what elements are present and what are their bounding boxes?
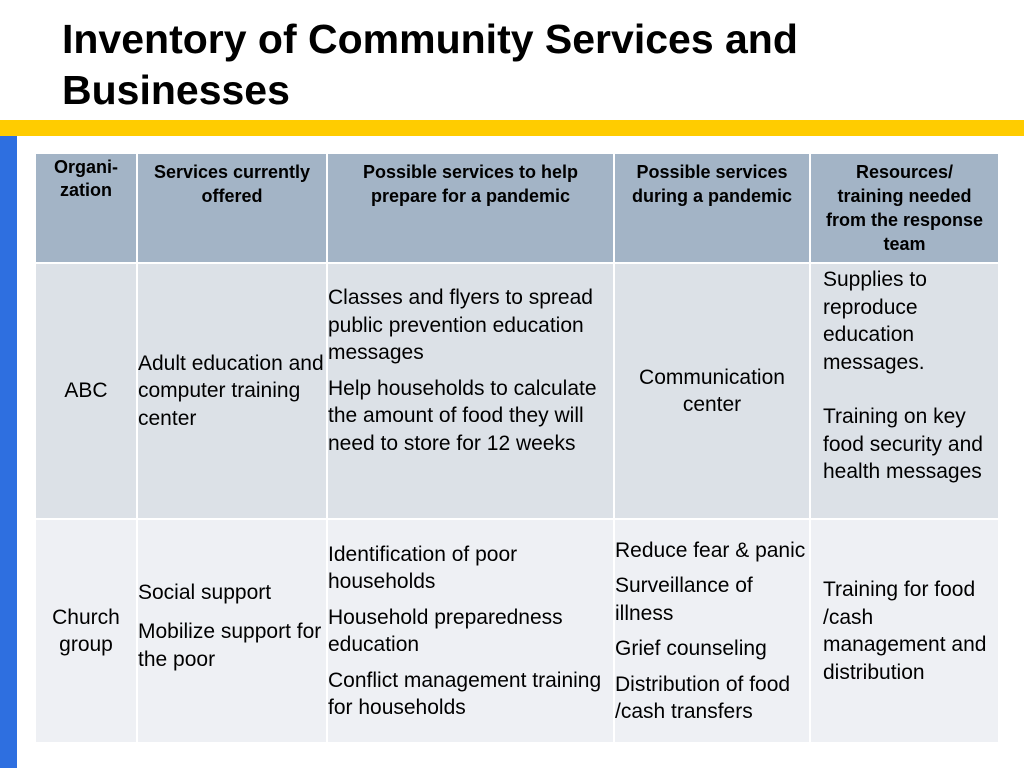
during-services-item: Communication center [639,365,785,416]
during-services-cell [614,519,810,743]
resources-item: Training for food /cash management and distribution [823,578,987,684]
table-header-row [35,153,999,263]
prepare-services-item: Conflict management training for households [328,668,602,719]
header-organization [35,153,137,263]
prepare-services-item: Household preparedness education [328,605,563,656]
prepare-services-cell [327,519,614,743]
services-offered-item: Mobilize support for the poor [138,620,322,671]
organization-cell: ABC [35,263,137,519]
resources-item: Training on key food security and health messages [823,405,983,483]
prepare-services-item: Identification of poor households [328,542,518,593]
organization-cell: Church group [35,519,137,743]
header-prepare-services: Possible services to help prepare for a pandemic [327,153,614,263]
resources-cell [810,263,999,519]
table-row [35,519,999,743]
resources-cell [810,519,999,743]
blue-accent-bar [0,136,17,768]
services-offered-item: Social support [138,580,272,604]
during-services-item: Distribution of food /cash transfers [615,672,791,723]
inventory-table [34,152,1000,744]
header-resources: Resources/ training needed from the response team [810,153,999,263]
header-organization-line1: Organi- [53,157,118,177]
services-offered-item: Adult education and computer training center [138,351,324,430]
gold-accent-bar [0,120,1024,136]
page-title: Inventory of Community Services and Businesses [62,16,798,113]
header-services-offered: Services currently offered [137,153,327,263]
header-organization-line2: zation [60,180,112,200]
during-services-item: Reduce fear & panic [615,538,806,562]
table-row [35,263,999,519]
services-offered-cell [137,519,327,743]
during-services-cell [614,263,810,519]
header-during-services: Possible services during a pandemic [614,153,810,263]
services-offered-cell [137,263,327,519]
during-services-item: Grief counseling [615,637,767,660]
prepare-services-item: Classes and flyers to spread public prevention education messages [328,286,593,364]
resources-item: Supplies to reproduce education messages. [823,268,927,374]
prepare-services-item: Help households to calculate the amount of food they will need to store for 12 weeks [328,376,597,455]
prepare-services-cell [327,263,614,519]
during-services-item: Surveillance of illness [615,574,753,625]
